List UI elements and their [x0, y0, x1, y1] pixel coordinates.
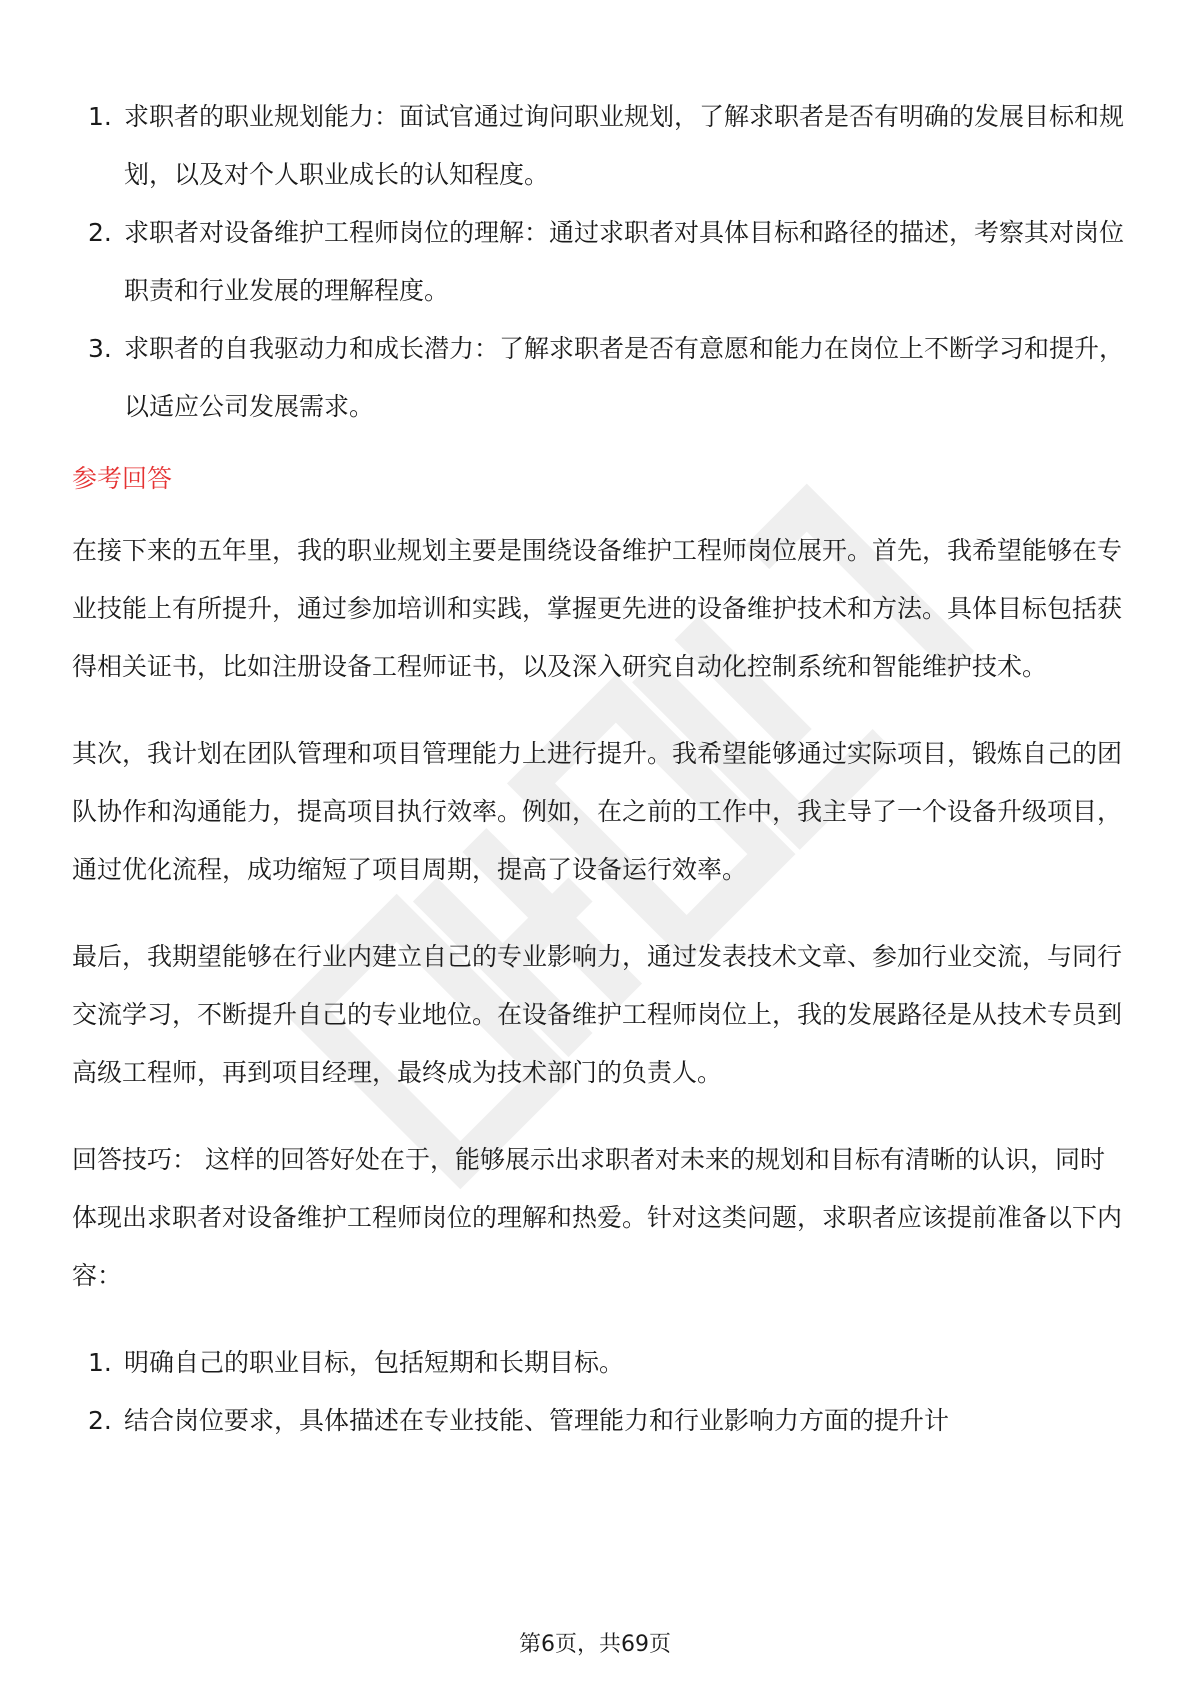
preparation-list [72, 1334, 1124, 1450]
section-title: 参考回答 [72, 464, 173, 493]
list-item [72, 204, 1124, 320]
list-number: 2. [88, 218, 112, 247]
list-number: 3. [88, 334, 112, 363]
paragraph: 其次，我计划在团队管理和项目管理能力上进行提升。我希望能够通过实际项目，锻炼自己的团队协作和沟通能力，提高项目执行效率。例如，在之前的工作中，我主导了一个设备升级项目，通过优化流程，成功缩短了项目周期，提高了设备运行效率。 [72, 739, 1123, 884]
list-number: 2. [88, 1406, 112, 1435]
list-item-text: 求职者的自我驱动力和成长潜力：了解求职者是否有意愿和能力在岗位上不断学习和提升，以适应公司发展需求。 [124, 334, 1125, 421]
list-number: 1. [88, 1348, 112, 1377]
list-item [72, 320, 1124, 436]
list-item [72, 88, 1124, 204]
list-item-text: 明确自己的职业目标，包括短期和长期目标。 [124, 1348, 625, 1377]
paragraph: 在接下来的五年里，我的职业规划主要是围绕设备维护工程师岗位展开。首先，我希望能够在专业技能上有所提升，通过参加培训和实践，掌握更先进的设备维护技术和方法。具体目标包括获得相关证书，比如注册设备工程师证书，以及深入研究自动化控制系统和智能维护技术。 [72, 536, 1123, 681]
paragraph: 最后，我期望能够在行业内建立自己的专业影响力，通过发表技术文章、参加行业交流，与同行交流学习，不断提升自己的专业地位。在设备维护工程师岗位上，我的发展路径是从技术专员到高级工程师，再到项目经理，最终成为技术部门的负责人。 [72, 942, 1123, 1087]
list-item-text: 求职者对设备维护工程师岗位的理解：通过求职者对具体目标和路径的描述，考察其对岗位职责和行业发展的理解程度。 [124, 218, 1125, 305]
paragraph-tips: 回答技巧： 这样的回答好处在于，能够展示出求职者对未来的规划和目标有清晰的认识，同时体现出求职者对设备维护工程师岗位的理解和热爱。针对这类问题，求职者应该提前准备以下内容： [72, 1145, 1123, 1290]
criteria-list [72, 88, 1124, 436]
list-item [72, 1334, 1124, 1392]
list-item-text: 结合岗位要求，具体描述在专业技能、管理能力和行业影响力方面的提升计 [124, 1406, 950, 1435]
list-item [72, 1392, 1124, 1450]
list-item-text: 求职者的职业规划能力：面试官通过询问职业规划，了解求职者是否有明确的发展目标和规划，以及对个人职业成长的认知程度。 [124, 102, 1125, 189]
page-number-footer: 第6页，共69页 [519, 1632, 671, 1657]
list-number: 1. [88, 102, 112, 131]
main-content [72, 88, 1124, 1450]
